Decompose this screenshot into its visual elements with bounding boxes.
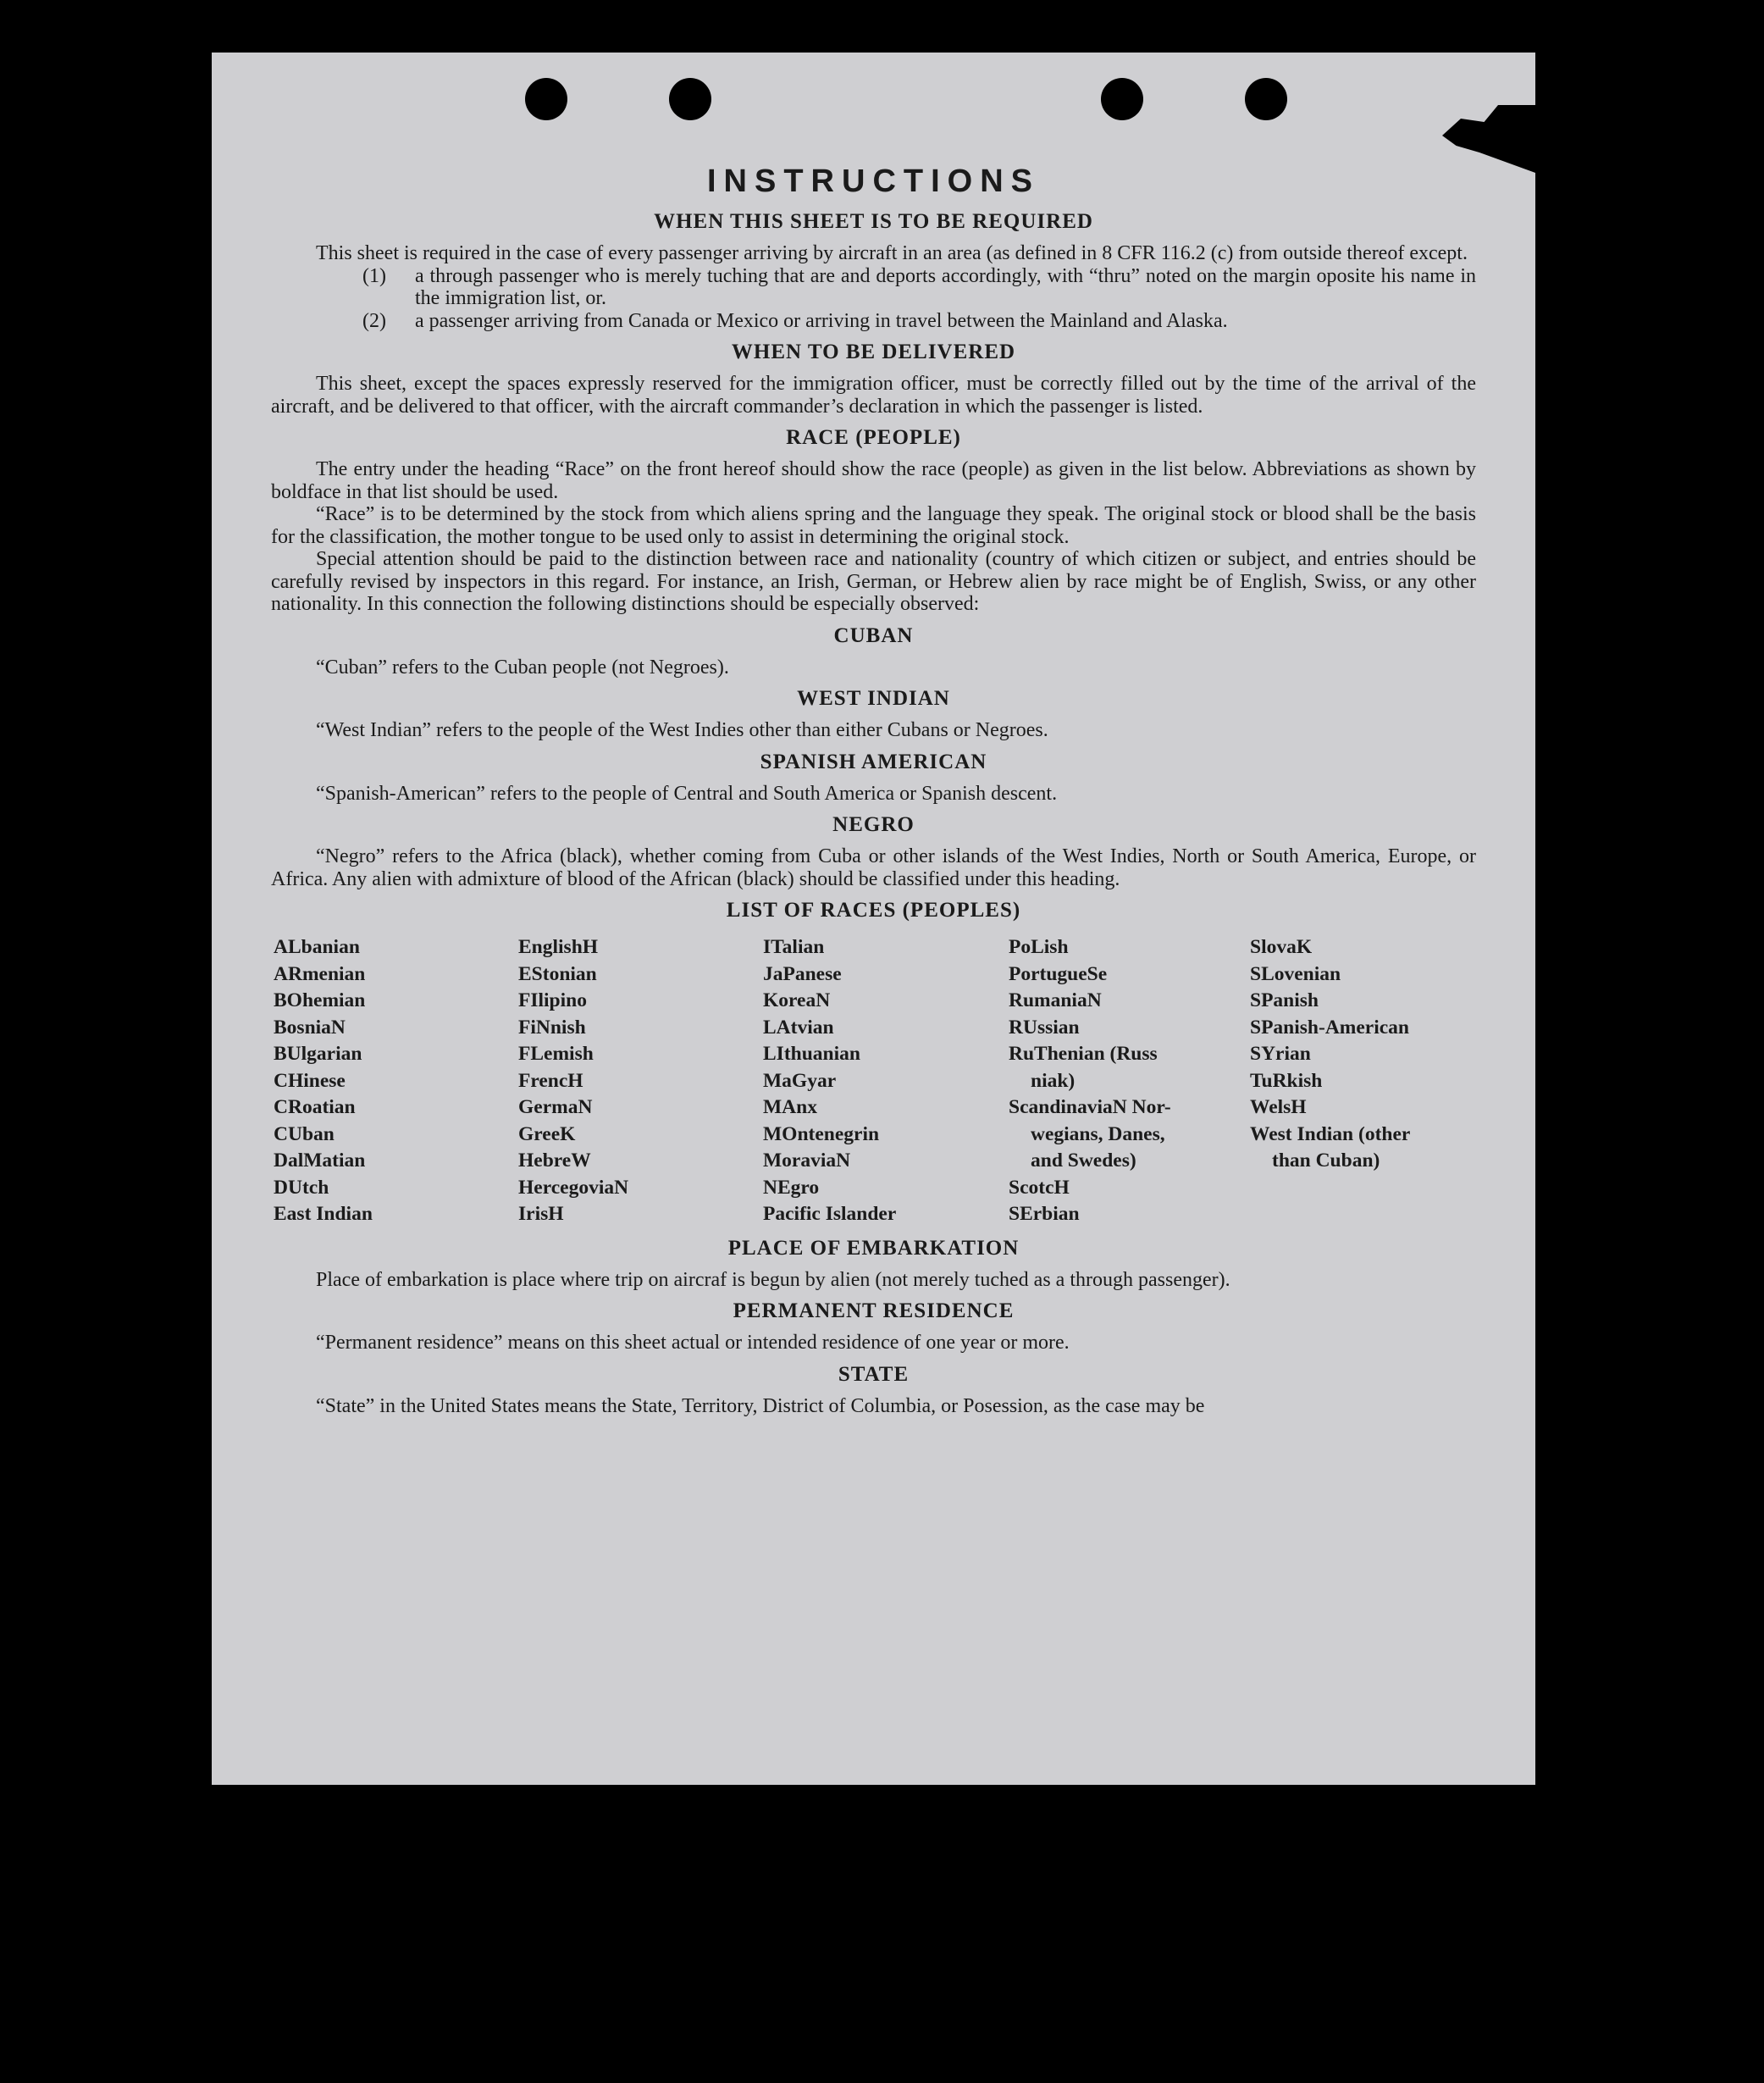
paragraph-spanish-american: “Spanish-American” refers to the people of Central and South America or Spanish descent.: [316, 782, 1058, 805]
race-entry: ITalian: [763, 936, 825, 958]
race-entry: RumaniaN: [1009, 989, 1102, 1011]
punch-hole: [525, 78, 567, 120]
race-entry: SlovaK: [1250, 936, 1313, 958]
paragraph-race-2: “Race” is to be determined by the stock from which aliens spring and the language they speak. The original stock or blood shall be the basis for the classification, the mother tongue to be used only to assist in determining the original stock.: [271, 503, 1476, 548]
race-entry: KoreaN: [763, 989, 831, 1011]
heading-required: WHEN THIS SHEET IS TO BE REQUIRED: [654, 210, 1093, 233]
race-entry: ScotcH: [1009, 1176, 1070, 1199]
race-entry: TuRkish: [1250, 1069, 1323, 1092]
document-sheet: [212, 53, 1535, 1785]
race-entry: PoLish: [1009, 936, 1069, 958]
heading-cuban: CUBAN: [833, 623, 914, 647]
item-text: a through passenger who is merely tuching that are and deports accordingly, with “thru” noted on the margin oposite his name in the immigration list, or.: [415, 264, 1476, 309]
heading-race: RACE (PEOPLE): [786, 426, 961, 449]
punch-hole: [1101, 78, 1143, 120]
race-entry: Pacific Islander: [763, 1203, 897, 1225]
race-entry: West Indian (other: [1250, 1122, 1411, 1145]
race-entry: GreeK: [518, 1122, 576, 1145]
races-column: [763, 934, 1009, 1228]
heading-list-of-races: LIST OF RACES (PEOPLES): [726, 899, 1021, 922]
race-entry: JaPanese: [763, 962, 842, 985]
page-title: INSTRUCTIONS: [707, 163, 1040, 199]
punch-hole: [669, 78, 711, 120]
heading-delivered: WHEN TO BE DELIVERED: [731, 341, 1016, 363]
race-entry: ScandinaviaN Nor-: [1009, 1096, 1171, 1118]
race-entry: EnglishH: [518, 936, 599, 958]
race-entry: East Indian: [274, 1203, 373, 1225]
race-entry: FLemish: [518, 1043, 594, 1065]
list-item: [271, 310, 1476, 333]
heading-state: STATE: [838, 1362, 910, 1386]
paragraph-state: “State” in the United States means the State, Territory, District of Columbia, or Posession, as the case may be: [316, 1394, 1205, 1417]
punch-hole: [1245, 78, 1287, 120]
paragraph-required-intro: This sheet is required in the case of every passenger arriving by aircraft in an area (as defined in 8 CFR 116.2 (c) from outside thereof except.: [316, 242, 1468, 264]
heading-west-indian: WEST INDIAN: [797, 687, 950, 710]
item-number: (2): [362, 309, 386, 332]
paragraph-race-3: Special attention should be paid to the distinction between race and nationality (country of which citizen or subject, and entries should be carefully revised by inspectors in this regard. For instance, an Irish, German, or Hebrew alien by race might be of English, Swiss, or any other nationality. In this connection the following distinctions should be especially observed:: [271, 548, 1476, 615]
race-entry: MOntenegrin: [763, 1122, 880, 1145]
race-entry: BosniaN: [274, 1016, 346, 1039]
race-entry: HebreW: [518, 1150, 591, 1172]
heading-permanent-residence: PERMANENT RESIDENCE: [733, 1299, 1015, 1322]
race-entry: GermaN: [518, 1096, 593, 1118]
race-entry: wegians, Danes,: [1031, 1122, 1165, 1145]
race-entry: ARmenian: [274, 962, 366, 985]
race-entry: and Swedes): [1031, 1150, 1136, 1172]
race-entry: SYrian: [1250, 1043, 1311, 1065]
race-entry: EStonian: [518, 962, 597, 985]
race-entry: FrencH: [518, 1069, 583, 1092]
race-entry: NEgro: [763, 1176, 820, 1199]
race-entry: LAtvian: [763, 1016, 834, 1039]
item-number: (1): [362, 264, 386, 287]
race-entry: IrisH: [518, 1203, 564, 1225]
race-entry: SPanish: [1250, 989, 1319, 1011]
race-entry: BUlgarian: [274, 1043, 362, 1065]
races-column: [1009, 934, 1250, 1228]
paragraph-negro: “Negro” refers to the Africa (black), whether coming from Cuba or other islands of the West Indies, North or South America, Europe, or Africa. Any alien with admixture of blood of the African (black) should be classified under this heading.: [271, 845, 1476, 890]
race-entry: ALbanian: [274, 936, 360, 958]
race-entry: LIthuanian: [763, 1043, 860, 1065]
heading-spanish-american: SPANISH AMERICAN: [760, 750, 987, 773]
race-entry: DUtch: [274, 1176, 329, 1199]
heading-negro: NEGRO: [832, 813, 915, 836]
paragraph-permanent-residence: “Permanent residence” means on this sheet actual or intended residence of one year or more.: [316, 1332, 1070, 1354]
paragraph-race-1: The entry under the heading “Race” on the front hereof should show the race (people) as given in the list below. Abbreviations as shown by boldface in that list should be used.: [271, 458, 1476, 503]
race-entry: SPanish-American: [1250, 1016, 1409, 1039]
race-entry: HercegoviaN: [518, 1176, 629, 1199]
race-entry: niak): [1031, 1069, 1076, 1092]
paragraph-delivered: This sheet, except the spaces expressly reserved for the immigration officer, must be correctly filled out by the time of the arrival of the aircraft, and be delivered to that officer, with the aircraft commander’s declaration in which the passenger is listed.: [271, 373, 1476, 418]
paragraph-cuban: “Cuban” refers to the Cuban people (not Negroes).: [316, 656, 729, 679]
race-entry: RUssian: [1009, 1016, 1080, 1039]
race-entry: than Cuban): [1272, 1150, 1380, 1172]
list-item: [271, 265, 1476, 310]
race-entry: BOhemian: [274, 989, 366, 1011]
paragraph-west-indian: “West Indian” refers to the people of the West Indies other than either Cubans or Negroes.: [316, 719, 1048, 741]
race-entry: MoraviaN: [763, 1150, 851, 1172]
race-entry: PortugueSe: [1009, 962, 1108, 985]
race-entry: WelsH: [1250, 1096, 1307, 1118]
race-entry: RuThenian (Russ: [1009, 1043, 1158, 1065]
races-column: [274, 934, 518, 1228]
race-entry: SErbian: [1009, 1203, 1080, 1225]
race-entry: MAnx: [763, 1096, 817, 1118]
race-entry: DalMatian: [274, 1150, 366, 1172]
paragraph-embarkation: Place of embarkation is place where trip on aircraf is begun by alien (not merely tuched as a through passenger).: [316, 1268, 1230, 1291]
item-text: a passenger arriving from Canada or Mexico or arriving in travel between the Mainland and Alaska.: [415, 309, 1228, 332]
heading-embarkation: PLACE OF EMBARKATION: [727, 1236, 1020, 1260]
race-entry: CRoatian: [274, 1096, 356, 1118]
race-entry: SLovenian: [1250, 962, 1341, 985]
race-entry: CHinese: [274, 1069, 346, 1092]
race-entry: CUban: [274, 1122, 335, 1145]
races-column: [518, 934, 763, 1228]
races-list: [274, 934, 1476, 1228]
races-column: [1250, 934, 1479, 1228]
race-entry: FIlipino: [518, 989, 587, 1011]
race-entry: MaGyar: [763, 1069, 837, 1092]
race-entry: FiNnish: [518, 1016, 586, 1039]
